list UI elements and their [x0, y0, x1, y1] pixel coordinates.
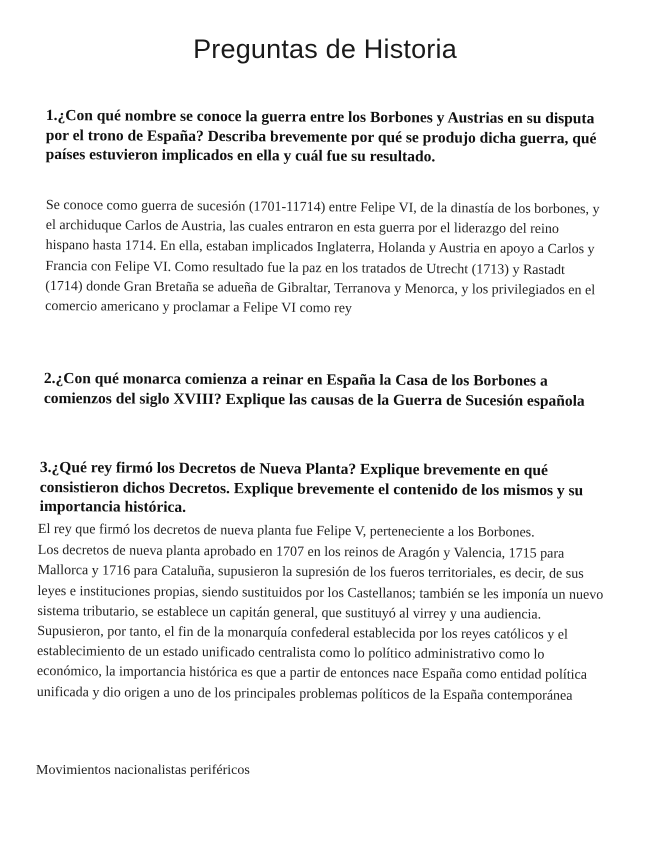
- answer-3-paragraph-2: Los decretos de nueva planta aprobado en 1707 en los reinos de Aragón y Valencia, 1715 para Mallorca y 1716 para Cataluña, supusieron la supresión de los fueros territoriales, es decir, de sus leyes e instituciones propias, siendo sustituidos por los Castellanos; también se les imponía un nuevo sistema tributario, se establece un capitán general, que sustituyó al virrey y una audiencia. Supusieron, por tanto, el fin de la monarquía confederal establecida por los reyes católicos y el establecimiento de un estado unificado centralista como lo político administrativo como lo económico, la importancia histórica es que a partir de entonces nace España como entidad política unificada y dio origen a uno de los principales problemas políticos de la España contemporánea: [36, 543, 604, 704]
- question-1-text: 1.¿Con qué nombre se conoce la guerra entre los Borbones y Austrias en su disputa por el trono de España? Describa brevemente por qué se produjo dicha guerra, qué países estuvieron implicados en ella y cuál fue su resultado.: [45, 106, 597, 166]
- answer-3-note: [36, 761, 596, 781]
- question-3-text: 3.¿Qué rey firmó los Decretos de Nueva Planta? Explique brevemente en qué consistieron dichos Decretos. Explique brevemente el contenido de los mismos y su importancia histórica.: [39, 458, 584, 516]
- page-title: Preguntas de Historia: [193, 34, 457, 64]
- question-2: [44, 369, 604, 411]
- answer-1: [45, 196, 606, 322]
- question-3: [40, 458, 600, 520]
- question-2-text: 2.¿Con qué monarca comienza a reinar en España la Casa de los Borbones a comienzos del siglo XVIII? Explique las causas de la Guerra de Sucesión española: [43, 370, 585, 410]
- question-1: [46, 106, 606, 168]
- answer-3-paragraph-3: Movimientos nacionalistas periféricos: [36, 763, 250, 778]
- answer-3: [37, 520, 608, 707]
- answer-1-text: Se conoce como guerra de sucesión (1701-11714) entre Felipe VI, de la dinastía de los borbones, y el archiduque Carlos de Austria, las cuales entraron en esta guerra por el liderazgo del reino hispano hasta 1714. En ella, estaban implicados Inglaterra, Holanda y Austria en apoyo a Carlos y Francia con Felipe VI. Como resultado fue la paz en los tratados de Utrecht (1713) y Rastadt (1714) donde Gran Bretaña se adueña de Gibraltar, Terranova y Menorca, y los privilegiados en el comercio americano y proclamar a Felipe VI como rey: [45, 197, 600, 317]
- answer-3-paragraph-1: El rey que firmó los decretos de nueva planta fue Felipe V, perteneciente a los Borbones.: [37, 521, 535, 541]
